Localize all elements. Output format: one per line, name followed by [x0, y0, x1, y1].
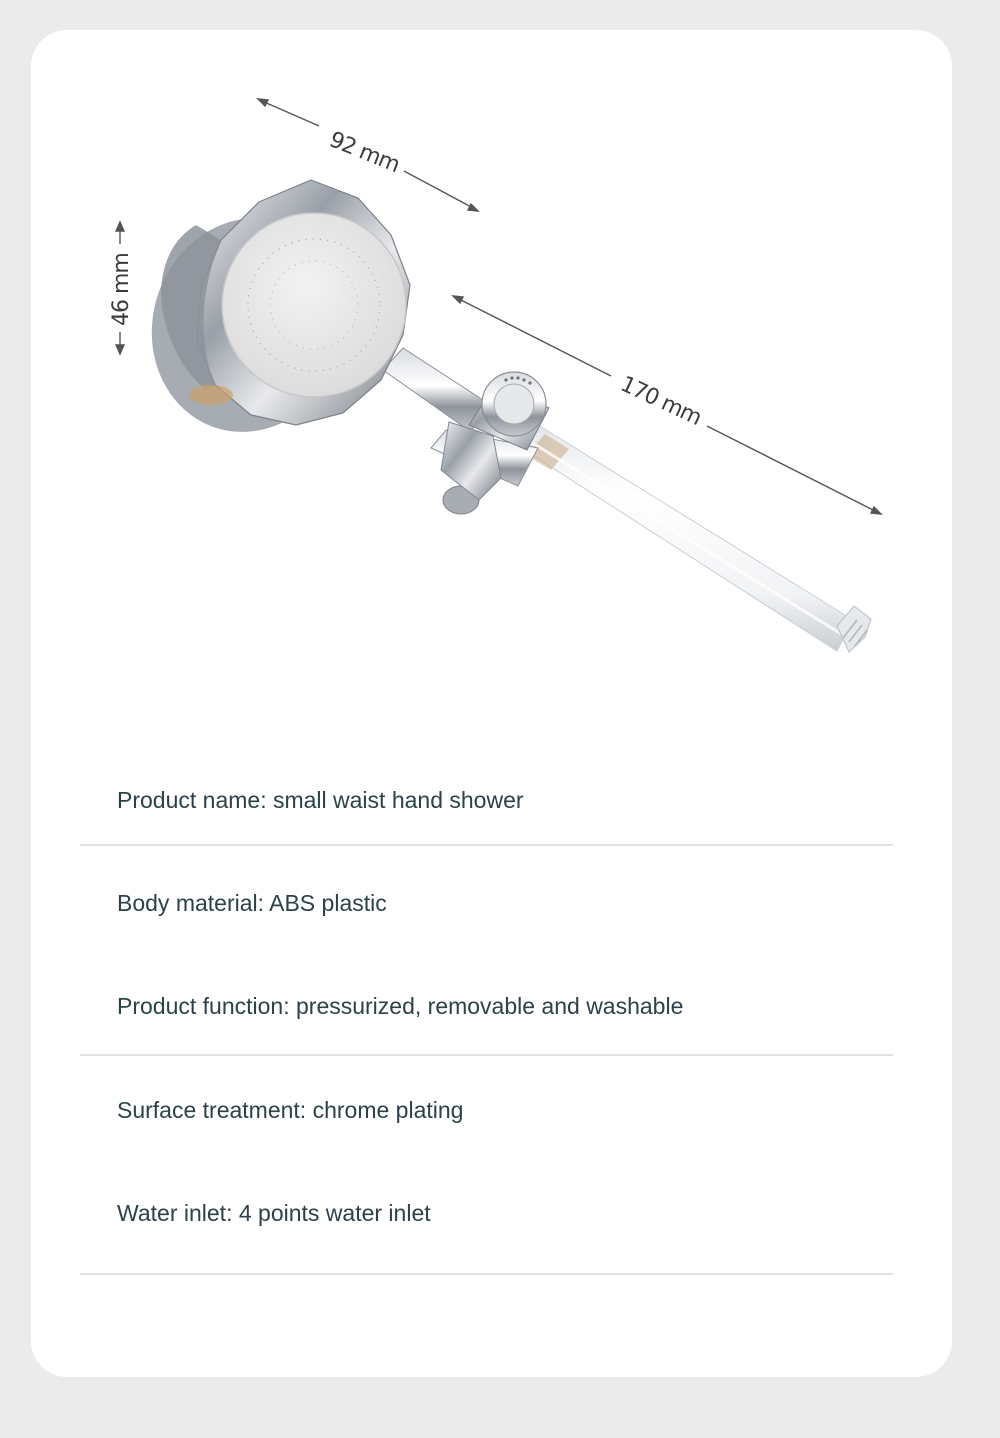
shower-head [124, 180, 410, 457]
width-dimension-label: 92 mm [325, 127, 403, 178]
height-dimension-label: 46 mm [109, 253, 134, 326]
shower-illustration [31, 30, 952, 770]
spec-product-name: Product name: small waist hand shower [117, 787, 524, 813]
divider [80, 844, 893, 846]
spec-surface-treatment: Surface treatment: chrome plating [117, 1097, 464, 1123]
filter-handle [517, 425, 871, 652]
spec-product-function: Product function: pressurized, removable and washable [117, 993, 684, 1019]
product-figure [31, 30, 952, 770]
shower-face [222, 213, 406, 397]
product-spec-card [31, 30, 952, 1377]
spec-body-material: Body material: ABS plastic [117, 890, 387, 916]
length-dimension-label: 170 mm [616, 371, 705, 431]
spec-water-inlet: Water inlet: 4 points water inlet [117, 1200, 431, 1226]
divider [80, 1273, 893, 1275]
divider [80, 1054, 893, 1056]
